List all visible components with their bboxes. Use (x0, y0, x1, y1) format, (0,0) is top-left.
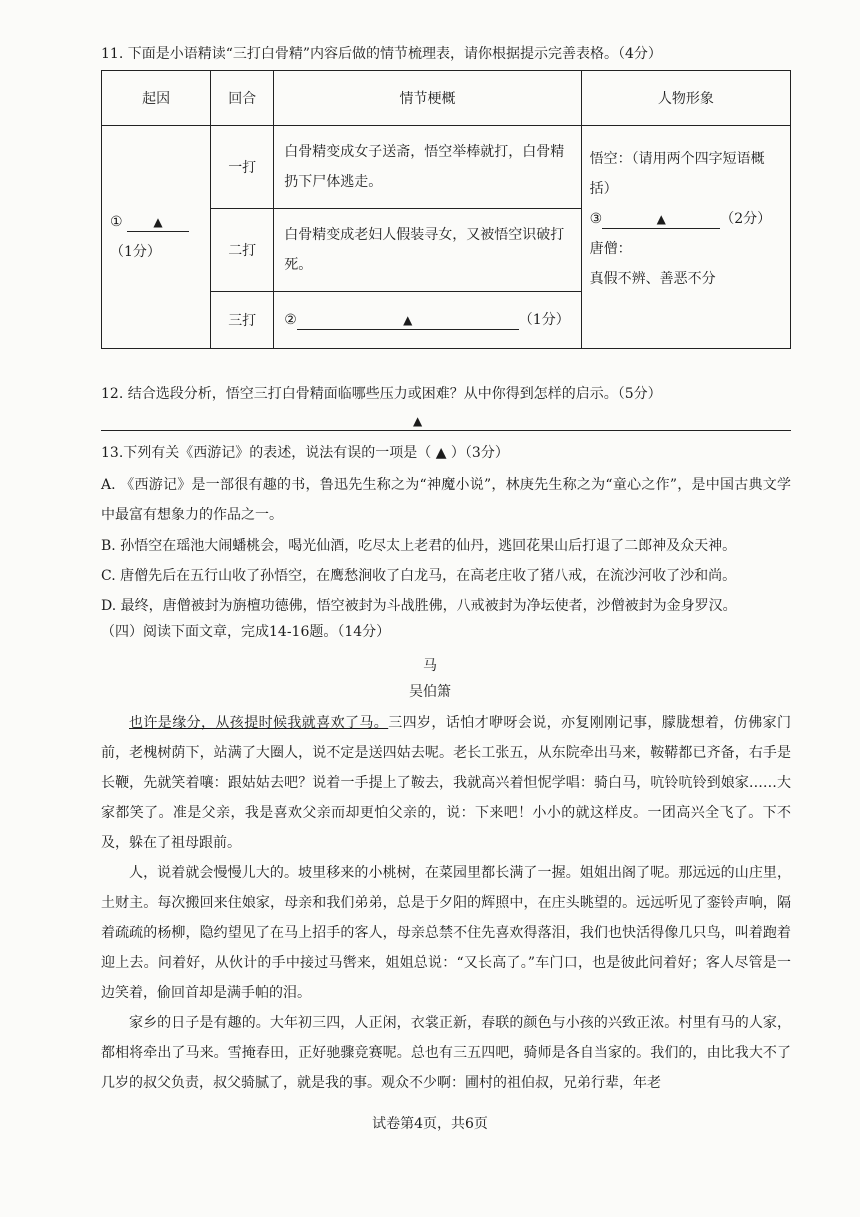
round-summary: 白骨精变成女子送斋，悟空举棒就打，白骨精扔下尸体逃走。 (274, 125, 581, 208)
table-header-row (102, 71, 791, 126)
header-character: 人物形象 (581, 71, 790, 126)
option-d: D. 最终，唐僧被封为旃檀功德佛，悟空被封为斗战胜佛，八戒被封为净坛使者，沙僧被封为金身罗汉。 (101, 598, 737, 614)
option-c: C. 唐僧先后在五行山收了孙悟空，在鹰愁涧收了白龙马，在高老庄收了猪八戒，在流沙河收了沙和尚。 (101, 568, 737, 584)
answer-line[interactable] (101, 430, 791, 431)
option-a: A. 《西游记》是一部很有趣的书，鲁迅先生称之为“神魔小说”，林庚先生称之为“童心之作”，是中国古典文学中最富有想象力的作品之一。 (101, 477, 791, 523)
article-title: 马 (423, 658, 437, 674)
cause-marker: ① (110, 213, 123, 230)
plot-table (101, 70, 791, 349)
paragraph-3: 家乡的日子是有趣的。大年初三四，人正闲，衣裳正新，春联的颜色与小孩的兴致正浓。村里有马的人家，都相将牵出了马来。雪掩春田，正好驰骤竞赛呢。总也有三五四吧，骑师是各自当家的。我们的，由比我大不了几岁的叔父负责，叔父骑腻了，就是我的事。观众不少啊：圃村的祖伯叔，兄弟行辈，年老 (101, 1015, 791, 1091)
character-cell (581, 125, 790, 348)
question-12: 12. 结合选段分析，悟空三打白骨精面临哪些压力或困难？从中你得到怎样的启示。（5分） (101, 386, 662, 402)
character-marker: ③ (589, 210, 603, 227)
round-score: （1分） (518, 311, 570, 328)
round-blank[interactable] (297, 311, 519, 330)
wukong-prompt: 悟空：（请用两个四字短语概括） (589, 150, 765, 197)
header-cause: 起因 (102, 71, 211, 126)
round-three-answer (274, 291, 581, 348)
round-marker: ② (284, 311, 297, 328)
triangle-icon: ▲ (656, 211, 666, 226)
paragraph-1: 也许是缘分，从孩提时候我就喜欢了马。三四岁，话怕才咿呀会说，亦复刚刚记事，朦胧想着，仿佛家门前，老槐树荫下，站满了大圈人，说不定是送四姑去呢。老长工张五，从东院牵出马来，鞍鞯都已齐备，右手是长鞭，先就笑着嚷：跟姑姑去吧？说着一手提上了鞍去，我就高兴着怛怩学唱：骑白马，吭铃吭铃到娘家……大家都笑了。准是父亲，我是喜欢父亲而却更怕父亲的，说：下来吧！小小的就这样皮。一团高兴全飞了。下不及，躲在了祖母跟前。 (101, 715, 792, 851)
triangle-icon: ▲ (413, 414, 423, 428)
round-label: 二打 (211, 208, 274, 291)
article-author: 吴伯箫 (409, 684, 451, 700)
header-plot: 情节梗概 (274, 71, 581, 126)
round-label: 一打 (211, 125, 274, 208)
section-heading: （四）阅读下面文章，完成14-16题。（14分） (101, 624, 391, 640)
triangle-icon: ▲ (153, 214, 163, 229)
option-b: B. 孙悟空在瑶池大闹蟠桃会，喝光仙酒，吃尽太上老君的仙丹，逃回花果山后打退了二郎神及众天神。 (101, 538, 737, 554)
article-body (101, 708, 791, 1098)
cause-blank[interactable] (127, 213, 189, 232)
header-round: 回合 (211, 71, 274, 126)
tangseng-desc: 真假不辨、善恶不分 (589, 270, 716, 287)
cause-cell (102, 125, 211, 348)
character-score: （2分） (720, 210, 772, 227)
question-13: 13.下列有关《西游记》的表述，说法有误的一项是（ ▲ ）（3分） (101, 445, 509, 461)
triangle-icon: ▲ (403, 312, 413, 327)
round-label: 三打 (211, 291, 274, 348)
character-blank[interactable] (602, 210, 720, 229)
table-row (102, 125, 791, 208)
page-footer: 试卷第4页，共6页 (372, 1116, 488, 1132)
paragraph-2: 人，说着就会慢慢儿大的。坡里移来的小桃树，在菜园里都长满了一握。姐姐出阁了呢。那远远的山庄里，土财主。每次搬回来住娘家，母亲和我们弟弟，总是于夕阳的辉照中，在庄头眺望的。远远听见了銮铃声响，隔着疏疏的杨柳，隐约望见了在马上招手的客人，母亲总禁不住先喜欢得落泪，我们也快活得像几只鸟，叫着跑着迎上去。问着好，从伙计的手中接过马辔来，姐姐总说：“又长高了。”车门口，也是彼此问着好；客人尽管是一边笑着，偷回首却是满手帕的泪。 (101, 865, 791, 1001)
underlined-sentence: 也许是缘分，从孩提时候我就喜欢了马。 (129, 715, 389, 731)
cause-score: （1分） (110, 243, 161, 260)
round-summary: 白骨精变成老妇人假装寻女，又被悟空识破打死。 (274, 208, 581, 291)
question-11: 11. 下面是小语精读“三打白骨精”内容后做的情节梳理表，请你根据提示完善表格。（4分） (101, 46, 662, 62)
tangseng-label: 唐僧： (589, 240, 632, 257)
